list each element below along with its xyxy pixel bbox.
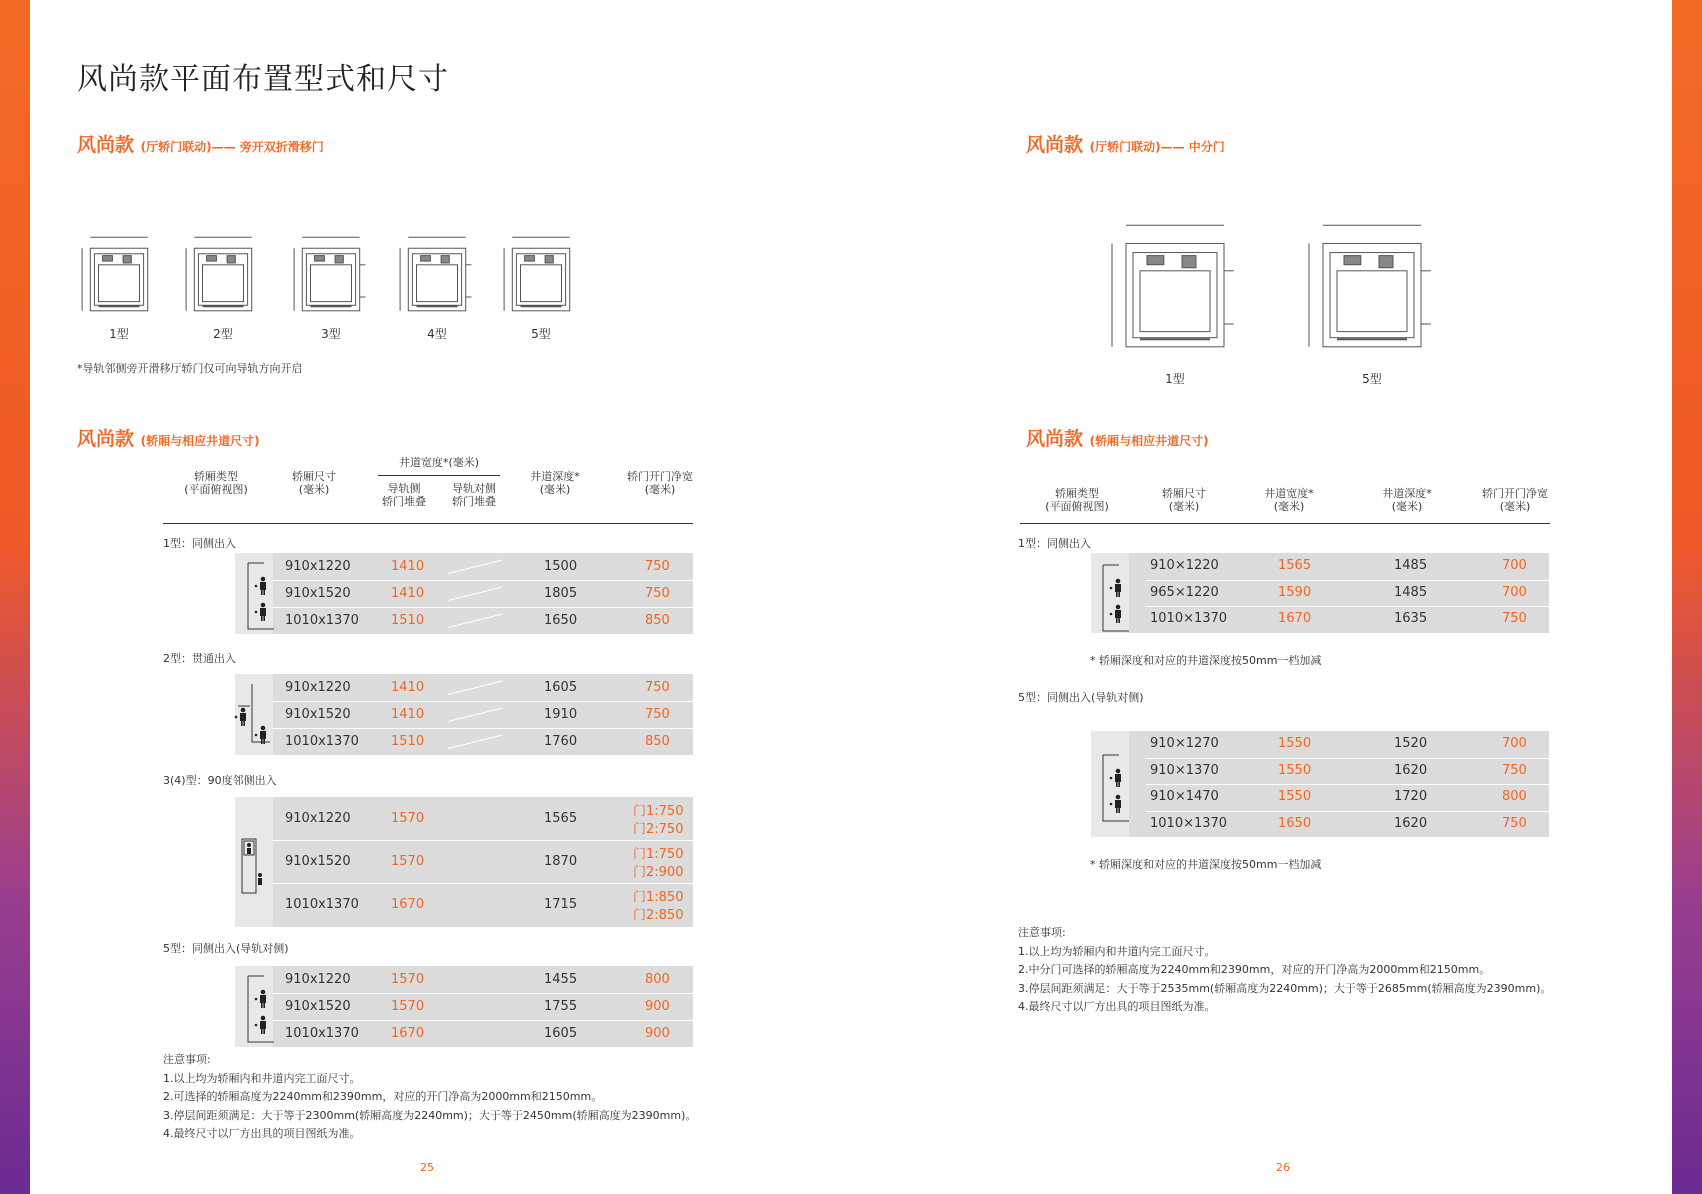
- elevator-plan-drawing: [78, 228, 160, 320]
- shaft-width-cell: 1410: [391, 679, 425, 695]
- car-size-cell: 910x1220: [285, 558, 351, 574]
- row-divider: [1146, 580, 1549, 581]
- shaft-width-cell: 1570: [391, 810, 425, 826]
- shaft-depth-cell: 1485: [1394, 558, 1428, 573]
- header-width-opposite-side: [444, 482, 504, 508]
- car-entry-type-icon: [240, 837, 270, 897]
- note-line: 注意事项:: [163, 1053, 211, 1066]
- door-width-cell: 750: [1502, 763, 1527, 778]
- shaft-depth-cell: 1520: [1394, 736, 1428, 751]
- note-line: 2.中分门可选择的轿厢高度为2240mm和2390mm，对应的开门净高为2000mm和2150mm。: [1018, 963, 1491, 976]
- shaft-width-cell: 1670: [391, 1025, 425, 1041]
- notes-left: [163, 1051, 696, 1144]
- diagram-label: 5型: [531, 327, 551, 341]
- section-heading-center-door: [1026, 130, 1225, 157]
- car-size-cell: 910x1520: [285, 706, 351, 722]
- row-divider: [273, 840, 693, 841]
- door-width-cell: 700: [1502, 736, 1527, 751]
- car-size-cell: 1010x1370: [285, 733, 359, 749]
- header-car-size: [274, 470, 354, 496]
- car-size-cell: 910x1220: [285, 810, 351, 826]
- table-footnote: * 轿厢深度和对应的井道深度按50mm一档加减: [1090, 654, 1322, 667]
- shaft-width-cell: 1670: [1278, 611, 1312, 626]
- row-divider: [273, 701, 693, 702]
- header-line: 轿门堆叠: [382, 495, 426, 508]
- note-line: 注意事项:: [1018, 926, 1066, 939]
- header-line: 轿厢类型: [194, 470, 238, 483]
- note-line: 2.可选择的轿厢高度为2240mm和2390mm，对应的开门净高为2000mm和2150mm。: [163, 1090, 603, 1103]
- header-line: 轿门堆叠: [452, 495, 496, 508]
- section-heading-dimensions: [77, 424, 260, 451]
- car-size-cell: 1010x1370: [285, 612, 359, 628]
- diagram-label: 1型: [1165, 372, 1185, 386]
- car-entry-type-icon: [240, 561, 274, 631]
- shaft-width-cell: 1570: [391, 998, 425, 1014]
- header-line: 导轨对侧: [452, 482, 496, 495]
- header-shaft-depth: [1367, 487, 1447, 513]
- header-width-rail-side: [376, 482, 432, 508]
- car-size-cell: 910×1220: [1150, 558, 1219, 573]
- header-line: (毫米): [1391, 500, 1423, 513]
- car-entry-type-icon: [1095, 563, 1129, 633]
- section-subtitle: (轿厢与相应井道尺寸): [140, 434, 260, 448]
- door-width-cell: 750: [645, 679, 670, 695]
- header-line: (毫米): [539, 483, 571, 496]
- header-line: (平面俯视图): [1045, 500, 1109, 513]
- door-width-cell: 900: [645, 998, 670, 1014]
- shaft-depth-cell: 1500: [544, 558, 578, 574]
- shaft-depth-cell: 1605: [544, 679, 578, 695]
- car-size-cell: 1010x1370: [285, 896, 359, 912]
- header-line: 井道深度*: [1382, 487, 1432, 500]
- row-divider: [1146, 606, 1549, 607]
- note-line: 1.以上均为轿厢内和井道内完工面尺寸。: [1018, 944, 1216, 958]
- car-size-cell: 910×1470: [1150, 789, 1219, 804]
- section-subtitle: (厅轿门联动)—— 旁开双折滑移门: [140, 140, 324, 154]
- header-line: (毫米): [644, 483, 676, 496]
- car-entry-type-icon: [1095, 753, 1129, 823]
- elevator-plan-drawing: [290, 228, 372, 320]
- shaft-depth-cell: 1720: [1394, 789, 1428, 804]
- header-line: 轿门开门净宽: [1482, 487, 1548, 500]
- note-line: 4.最终尺寸以厂方出具的项目图纸为准。: [163, 1127, 361, 1140]
- shaft-depth-cell: 1870: [544, 853, 578, 869]
- header-line: 轿厢类型: [1055, 487, 1099, 500]
- shaft-width-cell: 1650: [1278, 816, 1312, 831]
- section-subtitle: (轿厢与相应井道尺寸): [1089, 434, 1209, 448]
- group-label: 3(4)型：90度邻侧出入: [163, 774, 277, 787]
- car-size-cell: 1010×1370: [1150, 611, 1228, 626]
- header-line: (毫米): [1168, 500, 1200, 513]
- header-car-type: [176, 470, 256, 496]
- section-subtitle: (厅轿门联动)—— 中分门: [1089, 140, 1225, 154]
- shaft-depth-cell: 1760: [544, 733, 578, 749]
- header-line: (毫米): [298, 483, 330, 496]
- section-brand: 风尚款: [1026, 134, 1084, 156]
- row-divider: [273, 993, 693, 994]
- door-width-cell: 850: [645, 612, 670, 628]
- notes-right: [1018, 924, 1551, 1017]
- group-label: 5型：同侧出入(导轨对侧): [1018, 691, 1144, 704]
- door-width-cell: 700: [1502, 585, 1527, 600]
- diagram-label: 3型: [321, 327, 341, 341]
- header-door-width: [1470, 487, 1560, 513]
- page-number: 26: [1276, 1161, 1290, 1174]
- group-label: 2型：贯通出入: [163, 652, 236, 665]
- header-shaft-depth: [520, 470, 590, 496]
- header-line: 井道深度*: [530, 470, 580, 483]
- door-width-cell: 门2:850: [633, 908, 684, 923]
- car-size-cell: 910x1520: [285, 998, 351, 1014]
- header-car-type: [1037, 487, 1117, 513]
- header-shaft-width: [1249, 487, 1329, 513]
- elevator-plan-drawing: [1302, 210, 1442, 362]
- header-door-width: [620, 470, 700, 496]
- row-divider: [1146, 758, 1549, 759]
- diagram-label: 5型: [1362, 372, 1382, 386]
- door-width-cell: 900: [645, 1025, 670, 1041]
- door-width-cell: 750: [645, 558, 670, 574]
- car-size-cell: 1010×1370: [1150, 816, 1228, 831]
- door-width-cell: 门1:750: [633, 804, 684, 819]
- door-width-cell: 门1:750: [633, 847, 684, 862]
- header-line: (平面俯视图): [184, 483, 248, 496]
- page-title: 风尚款平面布置型式和尺寸: [77, 62, 449, 97]
- section-brand: 风尚款: [77, 134, 135, 156]
- shaft-width-cell: 1570: [391, 853, 425, 869]
- row-divider: [273, 883, 693, 884]
- shaft-depth-cell: 1635: [1394, 611, 1428, 626]
- door-width-cell: 850: [645, 733, 670, 749]
- shaft-depth-cell: 1620: [1394, 763, 1428, 778]
- door-width-cell: 门2:900: [633, 865, 684, 880]
- shaft-depth-cell: 1910: [544, 706, 578, 722]
- door-width-cell: 750: [645, 585, 670, 601]
- shaft-depth-cell: 1805: [544, 585, 578, 601]
- door-width-cell: 门2:750: [633, 822, 684, 837]
- shaft-depth-cell: 1620: [1394, 816, 1428, 831]
- header-divider: [378, 475, 500, 476]
- section-brand: 风尚款: [77, 428, 135, 450]
- car-size-cell: 965×1220: [1150, 585, 1219, 600]
- elevator-plan-drawing: [182, 228, 264, 320]
- section-heading-folding-door: [77, 130, 324, 157]
- page-number: 25: [420, 1161, 434, 1174]
- row-divider: [273, 1020, 693, 1021]
- row-divider: [1146, 784, 1549, 785]
- header-line: 井道宽度*: [1264, 487, 1314, 500]
- shaft-width-cell: 1410: [391, 706, 425, 722]
- car-size-cell: 910×1370: [1150, 763, 1219, 778]
- section-heading-dimensions: [1026, 424, 1209, 451]
- diagram-note: *导轨邻侧旁开滑移厅轿门仅可向导轨方向开启: [77, 362, 303, 375]
- header-car-size: [1144, 487, 1224, 513]
- header-bottom-rule: [163, 523, 693, 524]
- note-line: 3.停层间距须满足：大于等于2300mm(轿厢高度为2240mm)；大于等于2450mm(轿厢高度为2390mm)。: [163, 1108, 697, 1122]
- shaft-width-cell: 1570: [391, 971, 425, 987]
- header-line: 导轨侧: [387, 482, 421, 495]
- right-gradient-strip: [1672, 0, 1702, 1194]
- shaft-width-cell: 1670: [391, 896, 425, 912]
- header-line: 轿厢尺寸: [292, 470, 336, 483]
- elevator-plan-drawing: [500, 228, 582, 320]
- shaft-width-cell: 1550: [1278, 736, 1312, 751]
- shaft-depth-cell: 1485: [1394, 585, 1428, 600]
- header-bottom-rule: [1020, 523, 1550, 524]
- group-label: 5型：同侧出入(导轨对侧): [163, 942, 289, 955]
- shaft-depth-cell: 1650: [544, 612, 578, 628]
- car-size-cell: 910x1220: [285, 679, 351, 695]
- shaft-width-cell: 1590: [1278, 585, 1312, 600]
- door-width-cell: 750: [1502, 611, 1527, 626]
- note-line: 1.以上均为轿厢内和井道内完工面尺寸。: [163, 1071, 361, 1085]
- door-width-cell: 800: [1502, 789, 1527, 804]
- shaft-depth-cell: 1715: [544, 896, 578, 912]
- diagram-label: 4型: [427, 327, 447, 341]
- elevator-plan-drawing: [1105, 210, 1245, 362]
- header-line: (毫米): [1499, 500, 1531, 513]
- shaft-depth-cell: 1565: [544, 810, 578, 826]
- row-divider: [273, 607, 693, 608]
- shaft-width-cell: 1510: [391, 733, 425, 749]
- header-shaft-width: 井道宽度*(毫米): [398, 456, 480, 469]
- row-divider: [1146, 811, 1549, 812]
- note-line: 3.停层间距须满足：大于等于2535mm(轿厢高度为2240mm)；大于等于2685mm(轿厢高度为2390mm)。: [1018, 981, 1552, 995]
- shaft-width-cell: 1510: [391, 612, 425, 628]
- shaft-depth-cell: 1605: [544, 1025, 578, 1041]
- diagram-label: 2型: [213, 327, 233, 341]
- car-size-cell: 910x1520: [285, 585, 351, 601]
- row-divider: [273, 728, 693, 729]
- shaft-width-cell: 1410: [391, 585, 425, 601]
- group-label: 1型：同侧出入: [163, 537, 236, 550]
- car-size-cell: 910x1520: [285, 853, 351, 869]
- shaft-width-cell: 1410: [391, 558, 425, 574]
- shaft-depth-cell: 1755: [544, 998, 578, 1014]
- door-width-cell: 750: [645, 706, 670, 722]
- car-size-cell: 910x1220: [285, 971, 351, 987]
- shaft-depth-cell: 1455: [544, 971, 578, 987]
- car-size-cell: 1010x1370: [285, 1025, 359, 1041]
- header-line: 轿厢尺寸: [1162, 487, 1206, 500]
- left-gradient-strip: [0, 0, 30, 1194]
- car-entry-type-icon: [240, 974, 274, 1044]
- row-divider: [273, 580, 693, 581]
- group-label: 1型：同侧出入: [1018, 537, 1091, 550]
- shaft-width-cell: 1550: [1278, 763, 1312, 778]
- header-line: (毫米): [1273, 500, 1305, 513]
- note-line: 4.最终尺寸以厂方出具的项目图纸为准。: [1018, 1000, 1216, 1013]
- elevator-plan-drawing: [396, 228, 478, 320]
- diagram-label: 1型: [109, 327, 129, 341]
- car-size-cell: 910×1270: [1150, 736, 1219, 751]
- table-footnote: * 轿厢深度和对应的井道深度按50mm一档加减: [1090, 858, 1322, 871]
- section-brand: 风尚款: [1026, 428, 1084, 450]
- car-entry-type-icon: [236, 682, 270, 752]
- header-line: 轿门开门净宽: [627, 470, 693, 483]
- door-width-cell: 700: [1502, 558, 1527, 573]
- shaft-width-cell: 1565: [1278, 558, 1312, 573]
- door-width-cell: 750: [1502, 816, 1527, 831]
- door-width-cell: 门1:850: [633, 890, 684, 905]
- door-width-cell: 800: [645, 971, 670, 987]
- shaft-width-cell: 1550: [1278, 789, 1312, 804]
